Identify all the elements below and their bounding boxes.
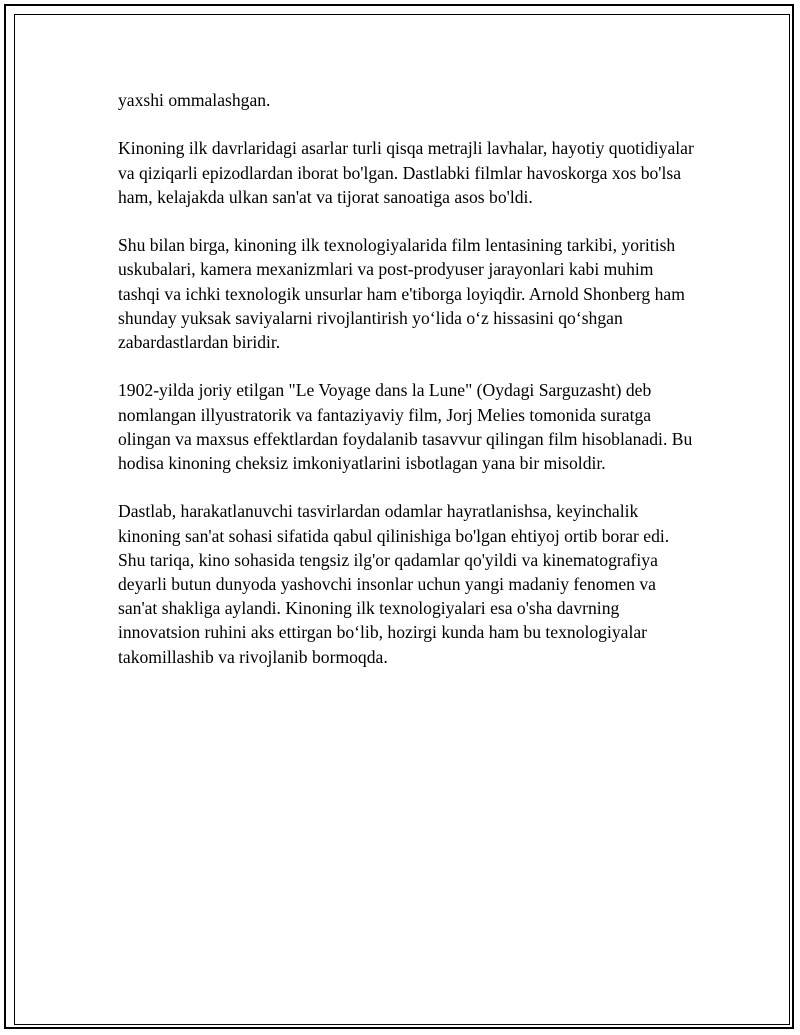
document-body [118,88,698,693]
paragraph-5: Dastlab, harakatlanuvchi tasvirlardan odamlar hayratlanishsa, keyinchalik kinoning san'at sohasi sifatida qabul qilinishiga bo'lgan ehtiyoj ortib borar edi. Shu tariqa, kino sohasida tengsiz ilg'or qadamlar qo'yildi va kinematografiya deyarli butun dunyoda yashovchi insonlar uchun yangi madaniy fenomen va san'at shakliga aylandi. Kinoning ilk texnologiyalari esa o'sha davrning innovatsion ruhini aks ettirgan bo‘lib, hozirgi kunda ham bu texnologiyalar takomillashib va rivojlanib bormoqda. [118,501,670,667]
paragraph-1: yaxshi ommalashgan. [118,90,271,110]
paragraph-2: Kinoning ilk davrlaridagi asarlar turli qisqa metrajli lavhalar, hayotiy quotidiyalar va qiziqarli epizodlardan iborat bo'lgan. Dastlabki filmlar havoskorga xos bo'lsa ham, kelajakda ulkan san'at va tijorat sanoatiga asos bo'ldi. [118,138,694,207]
paragraph-3: Shu bilan birga, kinoning ilk texnologiyalarida film lentasining tarkibi, yoritish uskubalari, kamera mexanizmlari va post-prodyuser jarayonlari kabi muhim tashqi va ichki texnologik unsurlar ham e'tiborga loyiqdir. Arnold Shonberg ham shunday yuksak saviyalarni rivojlantirish yo‘lida o‘z hissasini qo‘shgan zabardastlardan biridir. [118,235,685,352]
paragraph-4: 1902-yilda joriy etilgan "Le Voyage dans la Lune" (Oydagi Sarguzasht) deb nomlangan illyustratorik va fantaziyaviy film, Jorj Melies tomonida suratga olingan va maxsus effektlardan foydalanib tasavvur qilingan film hisoblanadi. Bu hodisa kinoning cheksiz imkoniyatlarini isbotlagan yana bir misoldir. [118,380,693,473]
